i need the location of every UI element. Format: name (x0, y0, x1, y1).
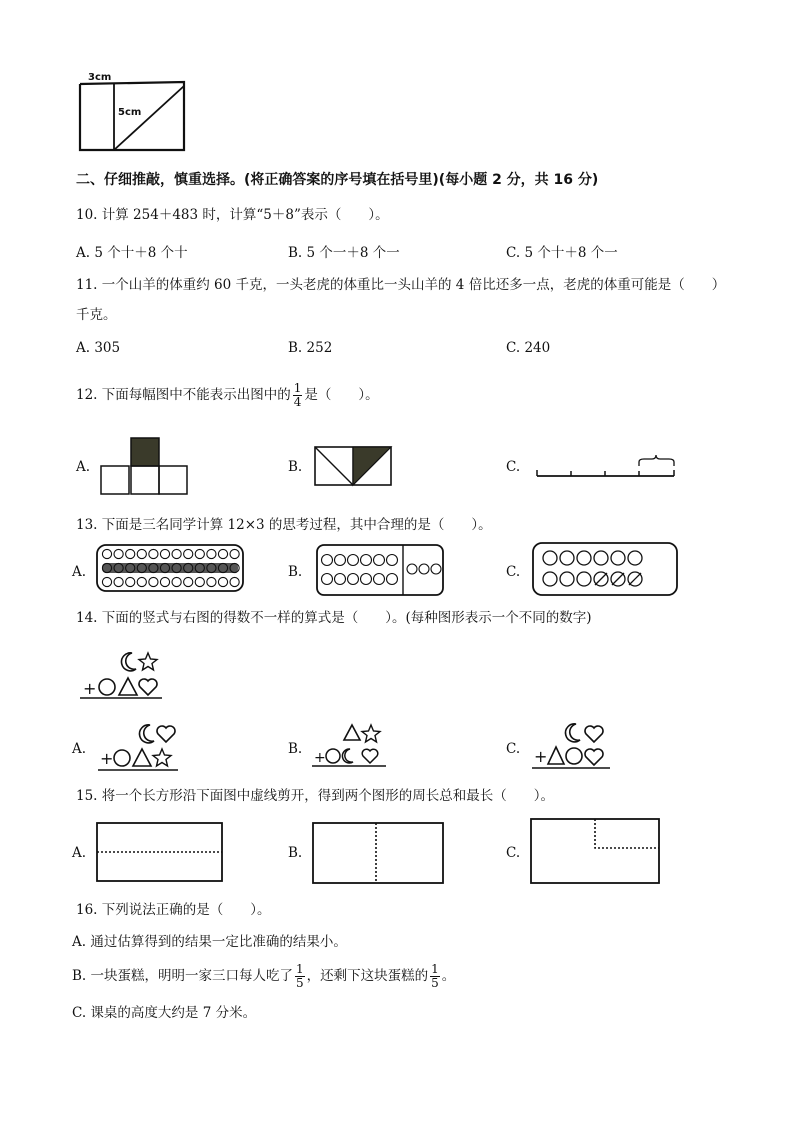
q12-option-c-figure[interactable] (536, 452, 676, 482)
q14-option-c-figure[interactable] (532, 720, 622, 772)
circle-icon (172, 577, 181, 586)
circle-icon (560, 572, 574, 586)
circle-icon (387, 555, 398, 566)
q13-option-b-figure[interactable] (316, 544, 446, 598)
q14-option-a-label[interactable]: A. (72, 741, 87, 757)
circle-icon (184, 549, 193, 558)
circle-icon (335, 555, 346, 566)
circle-icon (361, 574, 372, 585)
q14-option-c-label[interactable]: C. (506, 741, 521, 757)
q10-option-c[interactable]: C. 5 个十＋8 个一 (506, 245, 618, 261)
circle-icon (387, 574, 398, 585)
q13-option-c-label[interactable]: C. (506, 564, 521, 580)
q11-text-line1: 11. 一个山羊的体重约 60 千克，一头老虎的体重比一头山羊的 4 倍比还多一点，老虎的体重可能是（ ） (76, 277, 726, 293)
circle-icon (126, 549, 135, 558)
q12-option-a-label[interactable]: A. (76, 459, 91, 475)
q14-reference-figure (80, 650, 170, 700)
q15-option-a-figure[interactable] (96, 822, 226, 884)
circle-icon (543, 551, 557, 565)
circle-icon (348, 574, 359, 585)
circle-icon (322, 555, 333, 566)
circle-icon (114, 577, 123, 586)
circle-icon (160, 549, 169, 558)
circle-icon (137, 549, 146, 558)
q15-option-a-label[interactable]: A. (72, 845, 87, 861)
svg-text:+: + (534, 747, 548, 766)
q11-text-line2: 千克。 (76, 307, 117, 323)
q11-option-c[interactable]: C. 240 (506, 340, 551, 356)
circle-icon (184, 577, 193, 586)
q16-option-a[interactable]: A. 通过估算得到的结果一定比准确的结果小。 (72, 934, 347, 950)
circle-icon (322, 574, 333, 585)
circle-icon (102, 577, 111, 586)
circle-icon (102, 549, 111, 558)
q13-option-b-label[interactable]: B. (288, 564, 303, 580)
circle-icon (160, 577, 169, 586)
circle-icon (348, 555, 359, 566)
q10-text: 10. 计算 254＋483 时，计算“5＋8”表示（ ）。 (76, 207, 389, 223)
q14-text: 14. 下面的竖式与右图的得数不一样的算式是（ ）。(每种图形表示一个不同的数字) (76, 610, 592, 626)
svg-text:+: + (83, 679, 97, 698)
q12-option-a-figure[interactable] (100, 436, 190, 496)
q14-option-b-figure[interactable] (312, 722, 402, 770)
circle-icon (207, 549, 216, 558)
q15-text: 15. 将一个长方形沿下面图中虚线剪开，得到两个图形的周长总和最长（ ）。 (76, 788, 555, 804)
q15-option-b-figure[interactable] (312, 822, 446, 886)
circle-icon (577, 551, 591, 565)
q15-option-c-label[interactable]: C. (506, 845, 521, 861)
circle-icon (218, 549, 227, 558)
q15-option-c-figure[interactable] (530, 818, 662, 886)
q11-option-a[interactable]: A. 305 (76, 340, 121, 356)
circle-icon (195, 549, 204, 558)
circle-icon (628, 551, 642, 565)
cross-mark (629, 573, 641, 585)
q12-text: 12. 下面每幅图中不能表示出图中的 $\frac{1}{4}$ 是（ ）。 (76, 381, 379, 409)
svg-text:+: + (314, 750, 326, 766)
q10-option-b[interactable]: B. 5 个一＋8 个一 (288, 245, 400, 261)
circle-icon (560, 551, 574, 565)
q13-option-a-figure[interactable] (96, 544, 246, 594)
q12-option-b-label[interactable]: B. (288, 459, 303, 475)
q13-text: 13. 下面是三名同学计算 12×3 的思考过程，其中合理的是（ ）。 (76, 517, 492, 533)
q16-option-b-fraction-1: $\frac{1}{5}$ (296, 962, 304, 990)
q16-option-b-fraction-2: $\frac{1}{5}$ (431, 962, 439, 990)
circle-icon (594, 551, 608, 565)
circle-icon (230, 549, 239, 558)
q13-option-c-figure[interactable] (532, 542, 682, 598)
circle-icon (374, 574, 385, 585)
q15-option-b-label[interactable]: B. (288, 845, 303, 861)
circle-icon (543, 572, 557, 586)
circle-icon (172, 549, 181, 558)
circle-icon (611, 551, 625, 565)
circle-icon (577, 572, 591, 586)
circle-icon (230, 577, 239, 586)
q16-option-b[interactable]: B. 一块蛋糕，明明一家三口每人吃了 $\frac{1}{5}$ ，还剩下这块蛋糕的 $\frac{1}{5}$ 。 (72, 962, 456, 990)
circle-icon (149, 577, 158, 586)
section-title: 二、仔细推敲，慎重选择。(将正确答案的序号填在括号里)(每小题 2 分，共 16 分) (76, 172, 599, 188)
svg-text:+: + (100, 749, 114, 768)
q14-option-a-figure[interactable] (98, 722, 188, 774)
q12-option-c-label[interactable]: C. (506, 459, 521, 475)
top-figure-height-label: 5cm (118, 107, 142, 118)
q12-option-b-figure[interactable] (314, 446, 394, 486)
circle-icon (137, 577, 146, 586)
circle-icon (218, 577, 227, 586)
cross-mark (612, 573, 624, 585)
circle-icon (207, 577, 216, 586)
circle-icon (431, 564, 441, 574)
q13-option-a-label[interactable]: A. (72, 564, 87, 580)
q14-option-b-label[interactable]: B. (288, 741, 303, 757)
circle-icon (126, 577, 135, 586)
q16-option-c[interactable]: C. 课桌的高度大约是 7 分米。 (72, 1005, 257, 1021)
circle-icon (335, 574, 346, 585)
circle-icon (361, 555, 372, 566)
circle-icon (149, 549, 158, 558)
q16-text: 16. 下列说法正确的是（ ）。 (76, 902, 271, 918)
q10-option-a[interactable]: A. 5 个十＋8 个十 (76, 245, 188, 261)
circle-icon (374, 555, 385, 566)
top-figure-width-label: 3cm (88, 72, 112, 83)
cross-mark (595, 573, 607, 585)
q11-option-b[interactable]: B. 252 (288, 340, 333, 356)
q12-fraction: $\frac{1}{4}$ (293, 381, 302, 409)
circle-icon (195, 577, 204, 586)
circle-icon (407, 564, 417, 574)
circle-icon (114, 549, 123, 558)
circle-icon (419, 564, 429, 574)
